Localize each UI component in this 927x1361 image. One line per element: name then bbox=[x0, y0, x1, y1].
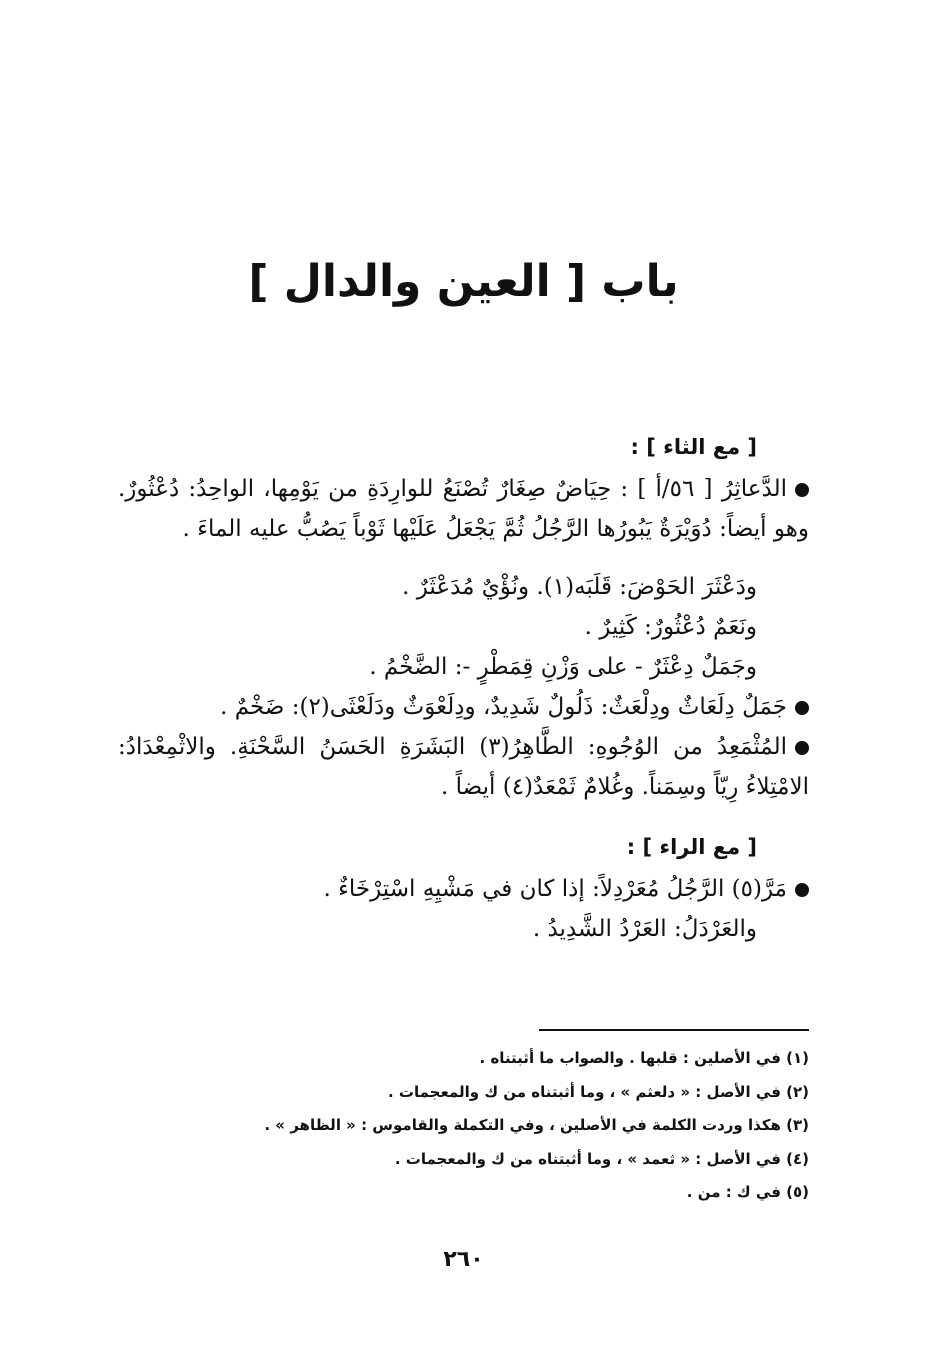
body-text bbox=[118, 425, 809, 949]
bullet-icon bbox=[795, 483, 809, 497]
footnote-1: (١) في الأصلين : قلبها . والصواب ما أثبتناه . bbox=[479, 1049, 809, 1067]
entry-dilaath bbox=[118, 687, 809, 727]
entry-text: مَرَّ(٥) الرَّجُلُ مُعَرْدِلاً: إذا كان في مَشْيِهِ اسْتِرْخَاءٌ . bbox=[323, 876, 787, 902]
entry-daathir bbox=[118, 469, 809, 549]
spacer bbox=[118, 807, 809, 825]
bullet-icon bbox=[795, 883, 809, 897]
footnote-2: (٢) في الأصل : « دلعثم » ، وما أثبتناه من ك والمعجمات . bbox=[387, 1082, 809, 1101]
footnote-3: (٣) هكذا وردت الكلمة في الأصلين ، وفي التكملة والقاموس : « الظاهر » . bbox=[264, 1116, 809, 1134]
entry-naam: ونَعَمٌ دُعْثُورٌ: كَثِيرٌ . bbox=[584, 614, 757, 640]
entry-muthmaid bbox=[118, 727, 809, 807]
section-heading-ra: [ مع الراء ] : bbox=[626, 835, 757, 859]
entry-text: جَمَلٌ دِلَعَاثٌ ودِلْعَثٌ: ذَلُولٌ شَدِيدٌ، ودِلَعْوَثٌ ودَلَعْثَى(٢): ضَخْمٌ . bbox=[220, 694, 787, 720]
entry-text: المُثْمَعِدُ من الوُجُوهِ: الطَّاهِرُ(٣) البَشَرَةِ الحَسَنُ السَّحْنَةِ. والاثْمِعْدَادُ: الامْتِلاءُ رِيّاً وسِمَناً. وغُلامٌ ثَمْعَدٌ(٤) أيضاً . bbox=[118, 734, 809, 800]
footnotes bbox=[118, 1042, 809, 1210]
footnote-5: (٥) في ك : من . bbox=[686, 1183, 809, 1201]
entry-dathara: ودَعْثَرَ الحَوْضَ: قَلَبَه(١). ونُؤْيٌ مُدَعْثَرٌ . bbox=[402, 574, 757, 600]
chapter-title: باب [ العين والدال ] bbox=[248, 256, 679, 307]
section-heading-tha: [ مع الثاء ] : bbox=[630, 435, 757, 459]
entry-jamal-dithar: وجَمَلٌ دِعْثَرٌ - على وَزْنِ قِمَطْرٍ -: الضَّخْمُ . bbox=[369, 654, 757, 680]
footnote-divider bbox=[539, 1029, 809, 1031]
page-number: ٢٦٠ bbox=[443, 1247, 484, 1272]
bullet-icon bbox=[795, 701, 809, 715]
footnote-4: (٤) في الأصل : « ثعمد » ، وما أثبتناه من ك والمعجمات . bbox=[394, 1149, 809, 1168]
entry-ardal: والعَرْدَلُ: العَرْدُ الشَّدِيدُ . bbox=[532, 916, 757, 942]
entry-text: الدَّعاثِرُ [ ٥٦/أ ] : حِيَاضٌ صِغَارٌ تُصْنَعُ للوارِدَةِ من يَوْمِها، الواحِدُ: دُعْثُورٌ. وهو أيضاً: دُوَيْرَةٌ يَبُورُها الرَّجُلُ ثُمَّ يَجْعَلُ عَلَيْها ثَوْباً يَصُبُّ عليه الماءَ . bbox=[118, 476, 809, 542]
bullet-icon bbox=[795, 741, 809, 755]
spacer bbox=[118, 549, 809, 567]
entry-muardil bbox=[118, 869, 809, 909]
